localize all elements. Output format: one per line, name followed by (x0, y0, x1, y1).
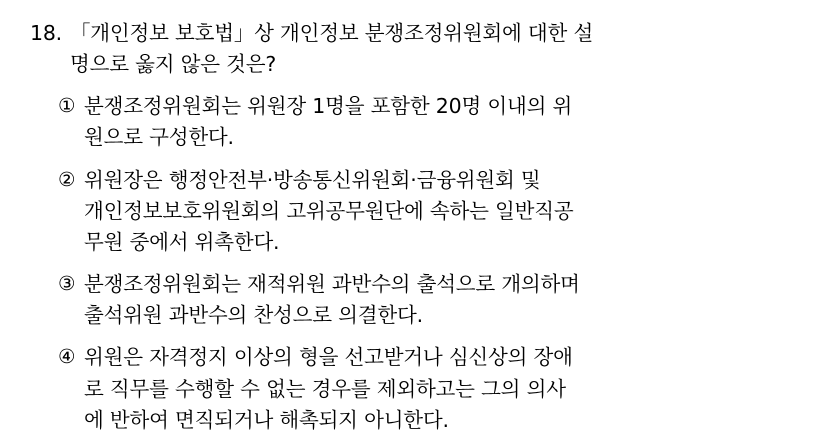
question-number: 18. (29, 21, 62, 45)
choice-line: 개인정보보호위원회의 고위공무원단에 속하는 일반직공 (84, 198, 574, 223)
choice-line: 분쟁조정위원회는 위원장 1명을 포함한 20명 이내의 위 (84, 94, 573, 119)
choice-option-1[interactable] (58, 91, 804, 153)
choice-marker-2: ② (58, 167, 76, 191)
choice-line: 원으로 구성한다. (84, 125, 234, 150)
choice-line: 위원장은 행정안전부·방송통신위원회·금융위원회 및 (84, 167, 541, 192)
choice-text-3 (84, 269, 756, 331)
choice-line: 로 직무를 수행할 수 없는 경우를 제외하고는 그의 의사 (84, 376, 566, 401)
question-text (70, 18, 770, 80)
choice-list (22, 91, 804, 436)
choice-marker-1: ① (58, 94, 76, 118)
choice-text-2 (84, 165, 756, 258)
choice-option-4[interactable] (58, 342, 804, 435)
choice-line: 분쟁조정위원회는 재적위원 과반수의 출석으로 개의하며 (84, 272, 580, 297)
choice-text-4 (84, 342, 756, 435)
choice-marker-4: ④ (58, 345, 76, 369)
choice-text-1 (84, 91, 756, 153)
choice-line: 출석위원 과반수의 찬성으로 의결한다. (84, 303, 423, 328)
choice-line: 위원은 자격정지 이상의 형을 선고받거나 심신상의 장애 (84, 345, 573, 370)
question-block (22, 18, 804, 80)
question-line: 「개인정보 보호법」상 개인정보 분쟁조정위원회에 대한 설 (70, 21, 594, 45)
choice-option-2[interactable] (58, 165, 804, 258)
choice-line: 에 반하여 면직되거나 해촉되지 아니한다. (84, 407, 449, 432)
choice-line: 무원 중에서 위촉한다. (84, 229, 280, 254)
choice-marker-3: ③ (58, 272, 76, 296)
choice-option-3[interactable] (58, 269, 804, 331)
question-line: 명으로 옳지 않은 것은? (70, 52, 277, 77)
